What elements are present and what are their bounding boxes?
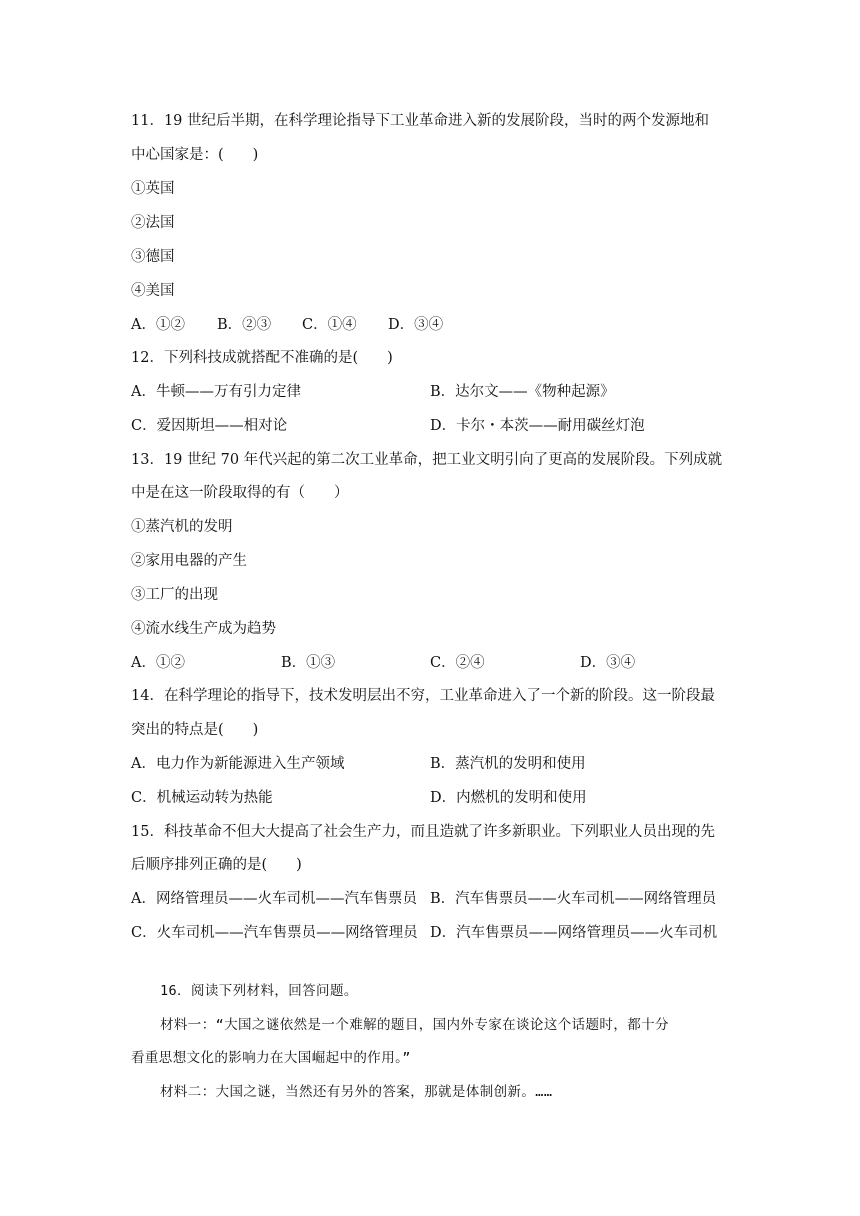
q13-item: ③工厂的出现 <box>131 587 218 603</box>
q13-stem-line1: 13．19 世纪 70 年代兴起的第二次工业革命，把工业文明引向了更高的发展阶段。下列成就 <box>131 452 723 468</box>
q11-item: ④美国 <box>131 283 175 299</box>
q14-stem-line1: 14．在科学理论的指导下，技术发明层出不穷，工业革命进入了一个新的阶段。这一阶段最 <box>131 688 715 704</box>
q13-option-c: C．②④ <box>430 655 485 671</box>
q11-item: ③德国 <box>131 249 175 265</box>
q11-option-c: C．①④ <box>302 317 357 333</box>
q11-option-d: D．③④ <box>388 317 444 333</box>
q11-option-a: A．①② <box>131 317 185 333</box>
q15-option-c: C．火车司机——汽车售票员——网络管理员 <box>131 925 418 941</box>
q14-stem-line2: 突出的特点是( ) <box>131 722 259 738</box>
q12-option-b: B．达尔文——《物种起源》 <box>430 384 615 400</box>
q11-stem-line1: 11．19 世纪后半期，在科学理论指导下工业革命进入新的发展阶段，当时的两个发源地和 <box>131 113 710 129</box>
q13-option-a: A．①② <box>131 655 185 671</box>
q15-stem-line2: 后顺序排列正确的是( ) <box>131 857 302 873</box>
q15-option-d: D．汽车售票员——网络管理员——火车司机 <box>430 925 718 941</box>
q12-stem: 12．下列科技成就搭配不准确的是( ) <box>131 350 393 366</box>
q12-option-c: C．爱因斯坦——相对论 <box>131 418 288 434</box>
q15-stem-line1: 15．科技革命不但大大提高了社会生产力，而且造就了许多新职业。下列职业人员出现的先 <box>131 824 715 840</box>
q12-option-d: D．卡尔・本茨——耐用碳丝灯泡 <box>430 418 645 434</box>
q16-stem: 16．阅读下列材料，回答问题。 <box>160 983 358 999</box>
q14-option-b: B．蒸汽机的发明和使用 <box>430 756 586 772</box>
q16-material1-line1: 材料一：“大国之谜依然是一个难解的题目，国内外专家在谈论这个话题时，都十分 <box>160 1017 669 1033</box>
q13-option-b: B．①③ <box>281 655 336 671</box>
q11-item: ②法国 <box>131 215 175 231</box>
q11-stem-line2: 中心国家是：( ) <box>131 147 259 163</box>
q16-material2: 材料二：大国之谜，当然还有另外的答案，那就是体制创新。…… <box>160 1084 553 1100</box>
q14-option-d: D．内燃机的发明和使用 <box>430 790 587 806</box>
q13-option-d: D．③④ <box>580 655 636 671</box>
q13-item: ①蒸汽机的发明 <box>131 519 233 535</box>
q14-option-a: A．电力作为新能源进入生产领域 <box>131 756 345 772</box>
q13-item: ④流水线生产成为趋势 <box>131 621 276 637</box>
q15-option-b: B．汽车售票员——火车司机——网络管理员 <box>430 891 717 907</box>
q11-item: ①英国 <box>131 181 175 197</box>
q14-option-c: C．机械运动转为热能 <box>131 790 273 806</box>
q16-material1-line2: 看重思想文化的影响力在大国崛起中的作用。” <box>131 1050 411 1066</box>
q13-stem-line2: 中是在这一阶段取得的有（ ） <box>131 485 349 501</box>
q13-item: ②家用电器的产生 <box>131 553 247 569</box>
q11-option-b: B．②③ <box>217 317 272 333</box>
q15-option-a: A．网络管理员——火车司机——汽车售票员 <box>131 891 417 907</box>
q12-option-a: A．牛顿——万有引力定律 <box>131 384 301 400</box>
